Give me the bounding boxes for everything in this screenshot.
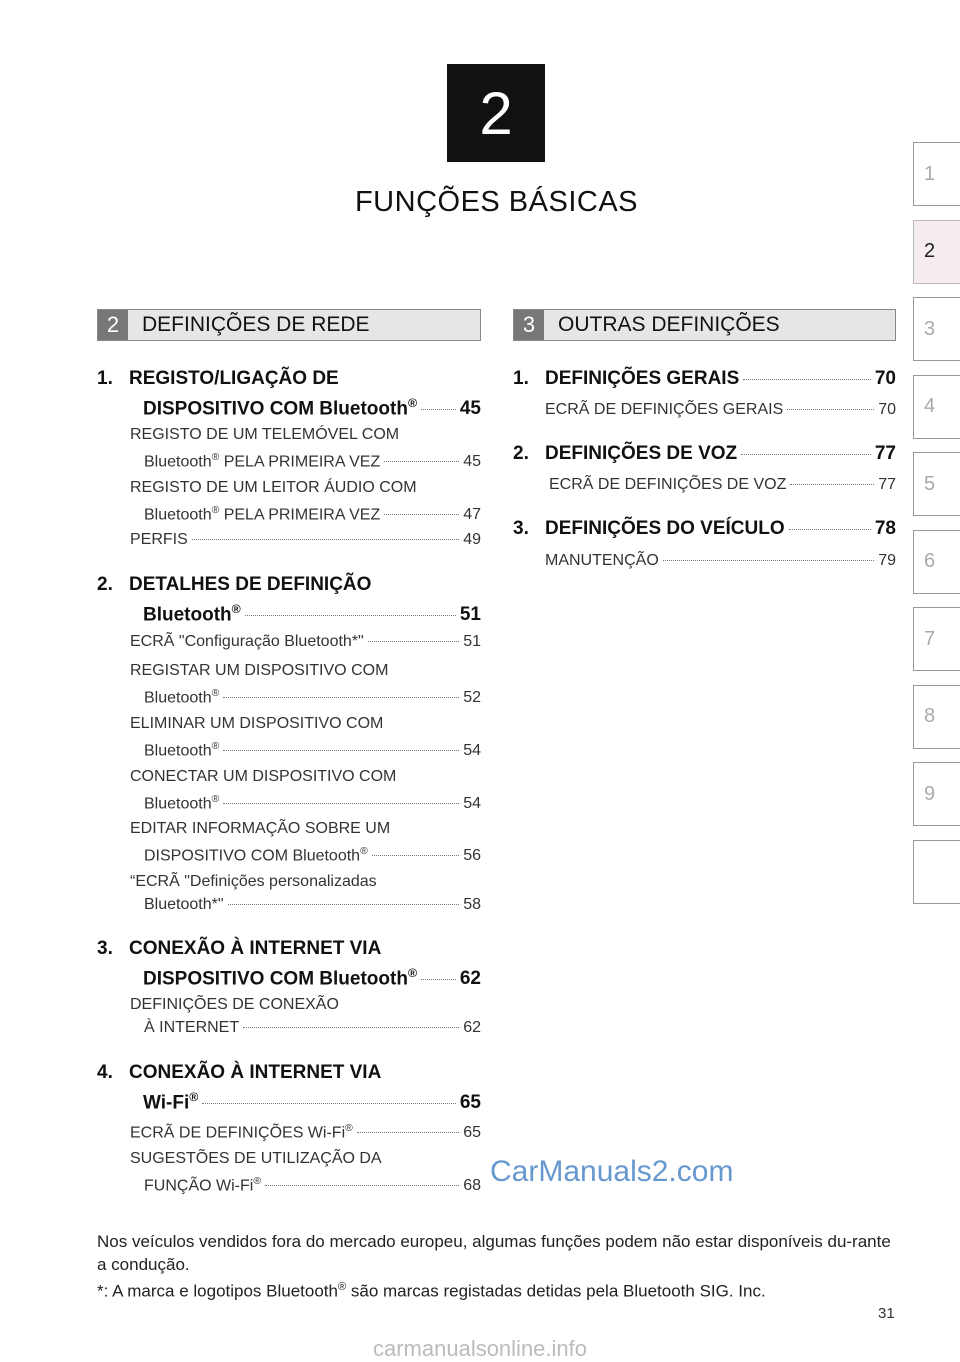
subitem-line1: REGISTAR UM DISPOSITIVO COM <box>130 662 389 679</box>
toc-item[interactable] <box>97 1060 481 1115</box>
toc-subitem[interactable] <box>130 712 481 762</box>
section-label: OUTRAS DEFINIÇÕES <box>558 313 780 336</box>
toc-subitem[interactable] <box>130 1117 481 1144</box>
subitem-line1: DEFINIÇÕES DE CONEXÃO <box>130 996 339 1013</box>
registered-mark: ® <box>407 396 418 410</box>
tab-7[interactable]: 7 <box>913 607 960 671</box>
subitem-title: ECRÃ DE DEFINIÇÕES GERAIS <box>545 401 784 418</box>
toc-item[interactable] <box>513 366 896 391</box>
subitem-line2: FUNÇÃO Wi-Fi <box>144 1177 254 1195</box>
registered-mark: ® <box>253 1176 261 1187</box>
tab-2[interactable]: 2 <box>913 220 960 284</box>
subitem-line2: Bluetooth*" <box>144 896 224 913</box>
registered-mark: ® <box>407 966 418 980</box>
subitem-line2: Bluetooth <box>144 689 212 707</box>
registered-mark: ® <box>360 846 368 857</box>
item-number: 2. <box>97 574 113 595</box>
toc-item[interactable] <box>97 936 481 991</box>
toc-subitem[interactable] <box>545 398 896 421</box>
registered-mark: ® <box>211 741 220 752</box>
section-number: 2 <box>98 310 128 340</box>
subitem-page: 52 <box>463 689 481 707</box>
subitem-line1: ELIMINAR UM DISPOSITIVO COM <box>130 715 384 732</box>
subitem-page: 77 <box>878 476 896 493</box>
subitem-line2: Bluetooth <box>144 795 212 813</box>
subitem-line1: REGISTO DE UM TELEMÓVEL COM <box>130 426 400 443</box>
item-page: 45 <box>459 398 481 420</box>
toc-subitem[interactable] <box>545 549 896 572</box>
chapter-number: 2 <box>479 79 513 147</box>
watermark-carmanualsonline: carmanualsonline.info <box>372 1336 588 1361</box>
tab-1[interactable]: 1 <box>913 142 960 206</box>
toc-subitem[interactable] <box>130 659 481 709</box>
subitem-page: 79 <box>878 552 896 569</box>
item-number: 3. <box>513 518 529 539</box>
registered-mark: ® <box>189 1090 199 1104</box>
item-page: 77 <box>874 443 896 464</box>
subitem-page: 58 <box>463 896 481 913</box>
registered-mark: ® <box>345 1123 353 1134</box>
toc-item[interactable] <box>97 366 481 421</box>
toc-subitem[interactable] <box>130 993 481 1039</box>
subitem-line1: “ECRÃ "Definições personalizadas <box>130 873 377 890</box>
subitem-page: 65 <box>463 1124 481 1142</box>
footer-note-1: Nos veículos vendidos fora do mercado europeu, algumas funções podem não estar disponíveis du-rante a condução. <box>97 1232 891 1274</box>
tab-blank[interactable] <box>913 840 960 904</box>
item-title-line2: DISPOSITIVO COM Bluetooth <box>143 398 408 420</box>
subitem-line2: Bluetooth <box>144 506 212 524</box>
item-number: 3. <box>97 938 113 959</box>
subitem-page: 45 <box>463 453 481 471</box>
toc-subitem[interactable] <box>130 528 481 551</box>
tab-5[interactable]: 5 <box>913 452 960 516</box>
chapter-tabs <box>913 142 960 917</box>
toc-subitem[interactable] <box>549 473 896 496</box>
tab-8[interactable]: 8 <box>913 685 960 749</box>
item-title: DEFINIÇÕES GERAIS <box>545 368 740 389</box>
item-page: 51 <box>459 604 481 626</box>
toc-subitem[interactable] <box>130 423 481 473</box>
subitem-rest: PELA PRIMEIRA VEZ <box>219 506 381 524</box>
footer-note-2-a: *: A marca e logotipos Bluetooth <box>97 1281 338 1301</box>
toc-subitem[interactable] <box>130 817 481 867</box>
item-page: 62 <box>459 968 481 990</box>
item-title: DEFINIÇÕES DE VOZ <box>545 443 738 464</box>
subitem-line1: SUGESTÕES DE UTILIZAÇÃO DA <box>130 1150 382 1167</box>
subitem-line2: Bluetooth <box>144 453 212 471</box>
item-title-line2: DISPOSITIVO COM Bluetooth <box>143 968 408 990</box>
tab-9[interactable]: 9 <box>913 762 960 826</box>
subitem-page: 54 <box>463 742 481 760</box>
toc-subitem[interactable] <box>130 630 481 653</box>
subitem-line2: Bluetooth <box>144 742 212 760</box>
item-page: 78 <box>874 518 896 539</box>
item-title: DEFINIÇÕES DO VEÍCULO <box>545 518 785 539</box>
section-header-network <box>97 309 481 341</box>
chapter-number-box <box>447 64 545 162</box>
toc-subitem[interactable] <box>130 870 481 916</box>
watermark-carmanuals2: CarManuals2.com <box>490 1155 734 1188</box>
section-header-other <box>513 309 896 341</box>
subitem-page: 70 <box>878 401 896 418</box>
toc-item[interactable] <box>513 441 896 466</box>
registered-mark: ® <box>211 505 220 516</box>
item-title-line1: CONEXÃO À INTERNET VIA <box>129 1062 382 1083</box>
subitem-line2: À INTERNET <box>144 1019 240 1036</box>
item-page: 65 <box>459 1092 481 1114</box>
subitem-line2: ECRÃ "Configuração Bluetooth*" <box>130 633 364 650</box>
item-title-line1: CONEXÃO À INTERNET VIA <box>129 938 382 959</box>
item-number: 1. <box>97 368 113 389</box>
registered-mark: ® <box>338 1281 347 1293</box>
subitem-page: 62 <box>463 1019 481 1036</box>
section-label: DEFINIÇÕES DE REDE <box>142 313 370 336</box>
item-number: 1. <box>513 368 529 389</box>
toc-subitem[interactable] <box>130 1147 481 1197</box>
footer-notes <box>97 1230 897 1303</box>
page-number: 31 <box>878 1305 895 1322</box>
subitem-page: 68 <box>463 1177 481 1195</box>
item-page: 70 <box>874 368 896 389</box>
chapter-title: FUNÇÕES BÁSICAS <box>354 186 639 218</box>
toc-subitem[interactable] <box>130 765 481 815</box>
subitem-line2: PERFIS <box>130 531 188 548</box>
subitem-title: MANUTENÇÃO <box>545 552 659 569</box>
subitem-page: 47 <box>463 506 481 524</box>
registered-mark: ® <box>211 688 220 699</box>
item-title-line2: Bluetooth <box>143 604 232 626</box>
item-title-line2: Wi-Fi <box>143 1092 190 1114</box>
footer-note-2-b: são marcas registadas detidas pela Bluetooth SIG. Inc. <box>346 1281 766 1301</box>
subitem-line1: REGISTO DE UM LEITOR ÁUDIO COM <box>130 479 417 496</box>
footer-note-2 <box>97 1276 897 1303</box>
item-number: 4. <box>97 1062 113 1083</box>
toc-item[interactable] <box>513 516 896 541</box>
registered-mark: ® <box>211 794 220 805</box>
subitem-line1: EDITAR INFORMAÇÃO SOBRE UM <box>130 820 391 837</box>
subitem-page: 54 <box>463 795 481 813</box>
subitem-page: 51 <box>463 633 481 650</box>
item-title-line1: REGISTO/LIGAÇÃO DE <box>129 368 339 389</box>
tab-3[interactable]: 3 <box>913 297 960 361</box>
toc-subitem[interactable] <box>130 476 481 526</box>
registered-mark: ® <box>231 602 241 616</box>
item-number: 2. <box>513 443 529 464</box>
item-title-line1: DETALHES DE DEFINIÇÃO <box>129 574 372 595</box>
subitem-line2: DISPOSITIVO COM Bluetooth <box>144 847 361 865</box>
registered-mark: ® <box>211 452 220 463</box>
tab-4[interactable]: 4 <box>913 375 960 439</box>
tab-6[interactable]: 6 <box>913 530 960 594</box>
subitem-rest: PELA PRIMEIRA VEZ <box>219 453 381 471</box>
section-number: 3 <box>514 310 544 340</box>
subitem-page: 49 <box>463 531 481 548</box>
subitem-line2: ECRÃ DE DEFINIÇÕES Wi-Fi <box>130 1124 346 1142</box>
toc-item[interactable] <box>97 572 481 627</box>
subitem-title: ECRÃ DE DEFINIÇÕES DE VOZ <box>549 476 787 493</box>
subitem-page: 56 <box>463 847 481 865</box>
subitem-line1: CONECTAR UM DISPOSITIVO COM <box>130 768 397 785</box>
